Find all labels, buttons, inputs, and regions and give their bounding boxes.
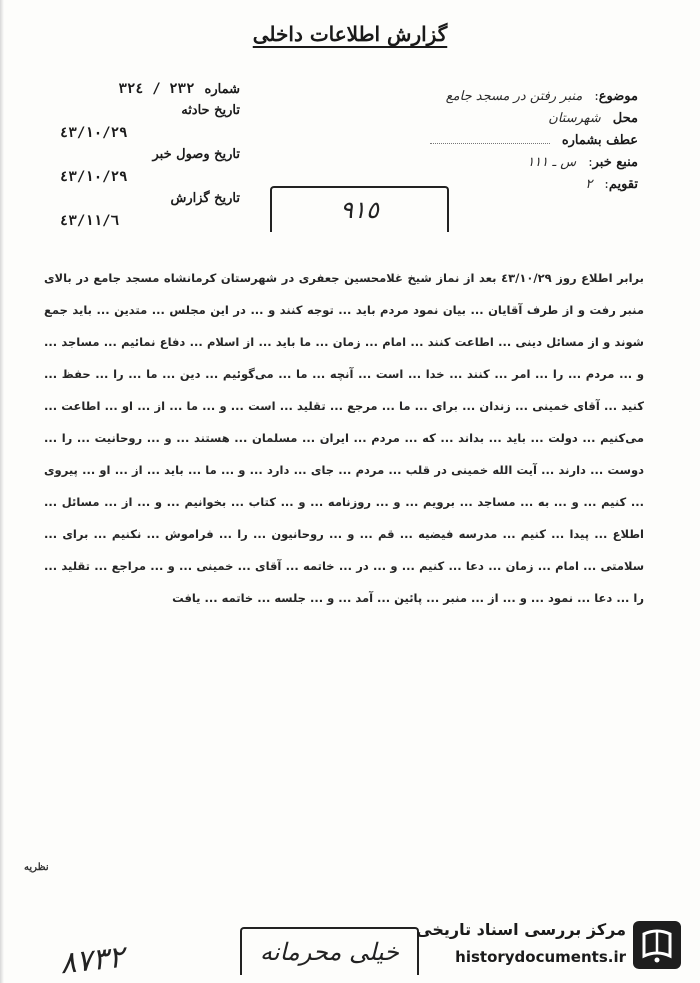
field-location-value: شهرستان [481, 108, 601, 130]
field-incident-date-value: ٤٣/١٠/٢٩ [60, 125, 128, 141]
watermark [416, 914, 686, 976]
field-reference [338, 130, 638, 152]
field-location-label: محل [612, 111, 638, 126]
field-received-date-row [60, 166, 240, 188]
field-report-date [60, 188, 240, 210]
field-report-date-value: ٤٣/١١/٦ [60, 213, 120, 229]
field-source-value: س ـ ١١١ [456, 152, 576, 174]
field-report-date-row [60, 210, 240, 232]
field-report-date-label: تاریخ گزارش [170, 191, 240, 206]
field-number [60, 78, 240, 100]
watermark-text-fa: مرکز بررسی اسناد تاریخی [416, 920, 626, 939]
document-title: گزارش اطلاعات داخلی [252, 22, 448, 46]
field-subject: موضوع: منبر رفتن در مسجد جامع [338, 86, 638, 108]
field-reference-label: عطف بشماره [561, 133, 638, 148]
handwritten-number: ٨٧٣٢ [58, 939, 127, 982]
report-body [44, 262, 644, 912]
scan-edge-shadow [0, 0, 4, 983]
report-paragraph: برابر اطلاع روز ٤٣/١٠/٢٩ بعد از نماز شیخ غلامحسین جعفری در شهرستان کرمانشاه مسجد جامع در بالای منبر رفت و از طرف آقایان ... بیان نمود مردم باید ... توجه کنند و ... در این مجلس ... متدین ... باید جمع شوند و از مسائل دینی ... اطاعت کنند ... امام ... زمان ... ما باید ... از اسلام ... دفاع نمائیم ... مساجد ... و ... مردم ... را ... امر ... کنند ... خدا ... است ... آنچه ... ما ... می‌گوئیم ... دین ... ما ... را ... حفظ ... کنید ... آقای خمینی ... زندان ... برای ... ما ... مرجع ... تقلید ... است ... و ... ما ... از ... او ... اطاعت ... می‌کنیم ... دولت ... باید ... بداند ... که ... مردم ... ایران ... مسلمان ... هستند ... و ... روحانیت ... را ... دوست ... دارند ... آیت الله خمینی در قلب ... مردم ... جای ... دارد ... و ... ما ... باید ... از ... او ... پیروی ... کنیم ... و ... به ... مساجد ... برویم ... و ... روزنامه ... و ... کتاب ... بخوانیم ... و ... از ... مسائل ... اطلاع ... پیدا ... کنیم ... مدرسه فیضیه ... قم ... و ... روحانیون ... را ... فراموش ... نکنیم ... برای ... سلامتی ... امام ... زمان ... دعا ... کنیم ... و ... در ... خاتمه ... آقای ... خمینی ... و ... مراجع ... تقلید ... را ... دعا ... نمود ... و ... از ... منبر ... پائین ... آمد ... و ... جلسه ... خاتمه ... یافت [44, 271, 644, 605]
watermark-text-en: historydocuments.ir [455, 948, 626, 966]
field-received-date [60, 144, 240, 166]
field-evaluation-label: تقویم [608, 177, 638, 192]
field-reference-value [430, 143, 550, 144]
archive-logo-icon [632, 920, 682, 970]
field-subject-value: منبر رفتن در مسجد جامع [446, 86, 583, 108]
field-source-label: منبع خبر [592, 155, 638, 170]
field-subject-label: موضوع [598, 89, 638, 104]
field-incident-date [60, 100, 240, 122]
header-left-fields [60, 78, 240, 232]
field-number-label: شماره [204, 82, 240, 97]
field-received-date-label: تاریخ وصول خبر [152, 147, 240, 162]
field-source: منبع خبر: س ـ ١١١ [338, 152, 638, 174]
field-incident-date-label: تاریخ حادثه [181, 103, 240, 118]
field-evaluation-value: ٢ [472, 174, 592, 196]
header-right-fields [338, 86, 638, 196]
field-evaluation: تقویم: ٢ [338, 174, 638, 196]
field-incident-date-row [60, 122, 240, 144]
bottom-classification-stamp: خیلی محرمانه [240, 927, 419, 975]
field-location [338, 108, 638, 130]
margin-note: نظریه [24, 862, 49, 873]
field-received-date-value: ٤٣/١٠/٢٩ [60, 169, 128, 185]
field-number-value: ٢٣٢ / ٣٢٤ [118, 81, 195, 97]
top-classification-stamp: ٩١٥ [270, 186, 449, 232]
